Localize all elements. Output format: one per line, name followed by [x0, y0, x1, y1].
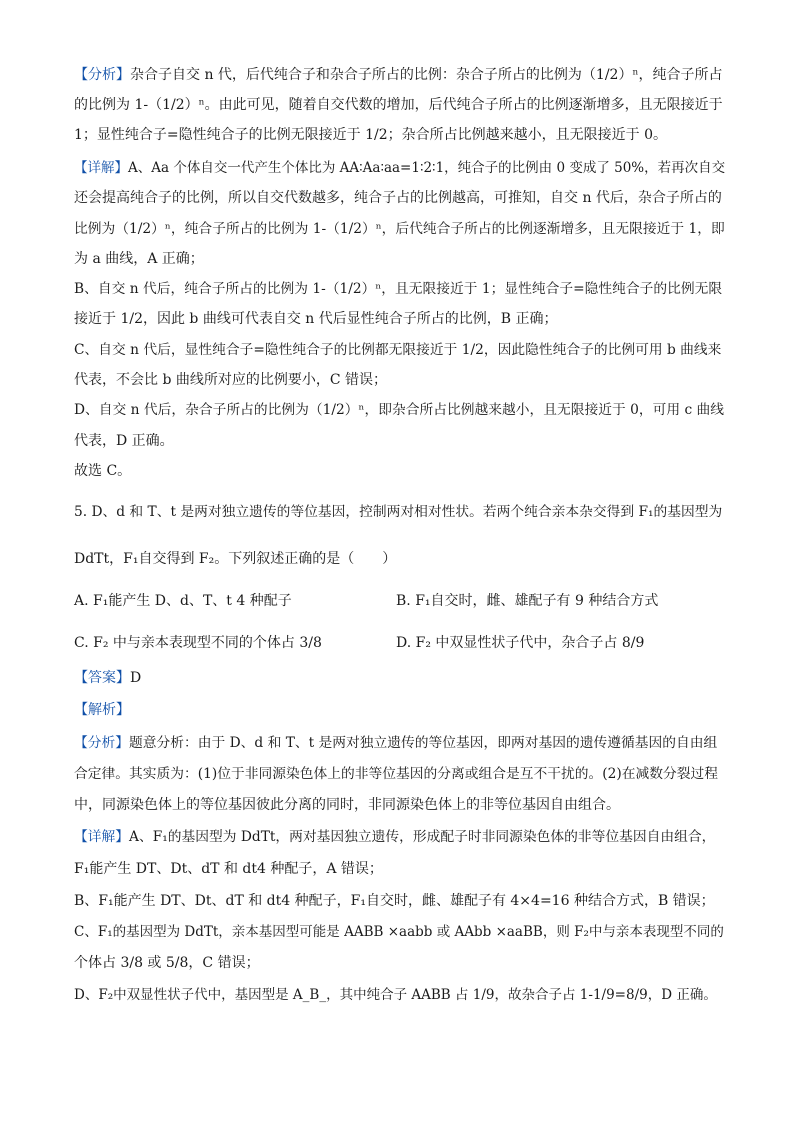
analysis2-line-1: 【分析】题意分析：由于 D、d 和 T、t 是两对独立遗传的等位基因，即两对基因的遗传遵循基因的自由组	[74, 735, 718, 751]
analysis2-tag: 【分析】	[74, 735, 130, 751]
detail-line-6: 接近于 1/2，因此 b 曲线可代表自交 n 代后显性纯合子所占的比例，B 正确；	[74, 311, 558, 327]
answer-value: D	[130, 670, 142, 686]
conclusion-line: 故选 C。	[74, 463, 132, 479]
analysis-tag: 【分析】	[74, 67, 130, 83]
option-d: D. F₂ 中双显性状子代中，杂合子占 8/9	[396, 635, 645, 651]
detail2-line-2: F₁能产生 DT、Dt、dT 和 dt4 种配子，A 错误；	[74, 861, 383, 877]
analysis-line-1: 【分析】杂合子自交 n 代，后代纯合子和杂合子所占的比例：杂合子所占的比例为（1/2）ⁿ，纯合子所占	[74, 67, 723, 83]
option-a: A. F₁能产生 D、d、T、t 4 种配子	[74, 593, 292, 609]
detail-line-1: 【详解】A、Aa 个体自交一代产生个体比为 AA∶Aa∶aa=1∶2∶1，纯合子的比例由 0 变成了 50%，若再次自交	[74, 160, 726, 176]
detail-line-2: 还会提高纯合子的比例，所以自交代数越多，纯合子占的比例越高，可推知，自交 n 代后，杂合子所占的	[74, 190, 722, 206]
detail2-line-5: 个体占 3/8 或 5/8，C 错误；	[74, 955, 260, 971]
answer-tag: 【答案】	[74, 670, 130, 686]
option-b: B. F₁自交时，雌、雄配子有 9 种结合方式	[396, 593, 659, 609]
analysis2-line-3: 中，同源染色体上的等位基因彼此分离的同时，非同源染色体上的非等位基因自由组合。	[74, 797, 620, 813]
detail-line-8: 代表，不会比 b 曲线所对应的比例要小，C 错误；	[74, 372, 388, 388]
analysis-line-3: 1；显性纯合子=隐性纯合子的比例无限接近于 1/2；杂合所占比例越来越小，且无限接近于 0。	[74, 127, 667, 143]
detail-tag: 【详解】	[74, 160, 128, 176]
detail-line-5: B、自交 n 代后，纯合子所占的比例为 1-（1/2）ⁿ，且无限接近于 1；显性纯合子=隐性纯合子的比例无限	[74, 281, 723, 297]
analysis2-line-2: 合定律。其实质为：(1)位于非同源染色体上的非等位基因的分离或组合是互不干扰的。(2)在减数分裂过程	[74, 766, 718, 782]
analysis-line-2: 的比例为 1-（1/2）ⁿ。由此可见，随着自交代数的增加，后代纯合子所占的比例逐渐增多，且无限接近于	[74, 97, 723, 113]
detail-line-9: D、自交 n 代后，杂合子所占的比例为（1/2）ⁿ，即杂合所占比例越来越小，且无限接近于 0，可用 c 曲线	[74, 402, 725, 418]
option-c: C. F₂ 中与亲本表现型不同的个体占 3/8	[74, 635, 322, 651]
detail2-line-4: C、F₁的基因型为 DdTt，亲本基因型可能是 AABB ×aabb 或 AAbb ×aaBB，则 F₂中与亲本表现型不同的	[74, 924, 724, 940]
detail-line-4: 为 a 曲线，A 正确；	[74, 251, 204, 267]
answer-line	[74, 671, 141, 686]
question-stem-line-1: 5. D、d 和 T、t 是两对独立遗传的等位基因，控制两对相对性状。若两个纯合亲本杂交得到 F₁的基因型为	[74, 504, 723, 520]
detail2-tag: 【详解】	[74, 829, 130, 845]
detail-line-10: 代表，D 正确。	[74, 433, 174, 449]
detail2-line-3: B、F₁能产生 DT、Dt、dT 和 dt4 种配子，F₁自交时，雌、雄配子有 4×4=16 种结合方式，B 错误；	[74, 893, 715, 909]
jiexi-tag: 【解析】	[74, 702, 130, 718]
detail-line-7: C、自交 n 代后，显性纯合子=隐性纯合子的比例都无限接近于 1/2，因此隐性纯合子的比例可用 b 曲线来	[74, 342, 722, 358]
detail2-line-6: D、F₂中双显性状子代中，基因型是 A_B_，其中纯合子 AABB 占 1/9，故杂合子占 1-1/9=8/9，D 正确。	[74, 987, 717, 1003]
detail-line-3: 比例为（1/2）ⁿ，纯合子所占的比例为 1-（1/2）ⁿ，后代纯合子所占的比例逐渐增多，且无限接近于 1，即	[74, 221, 725, 237]
question-stem-line-2: DdTt，F₁自交得到 F₂。下列叙述正确的是（ ）	[74, 551, 397, 567]
detail2-line-1: 【详解】A、F₁的基因型为 DdTt，两对基因独立遗传，形成配子时非同源染色体的非等位基因自由组合，	[74, 829, 716, 845]
